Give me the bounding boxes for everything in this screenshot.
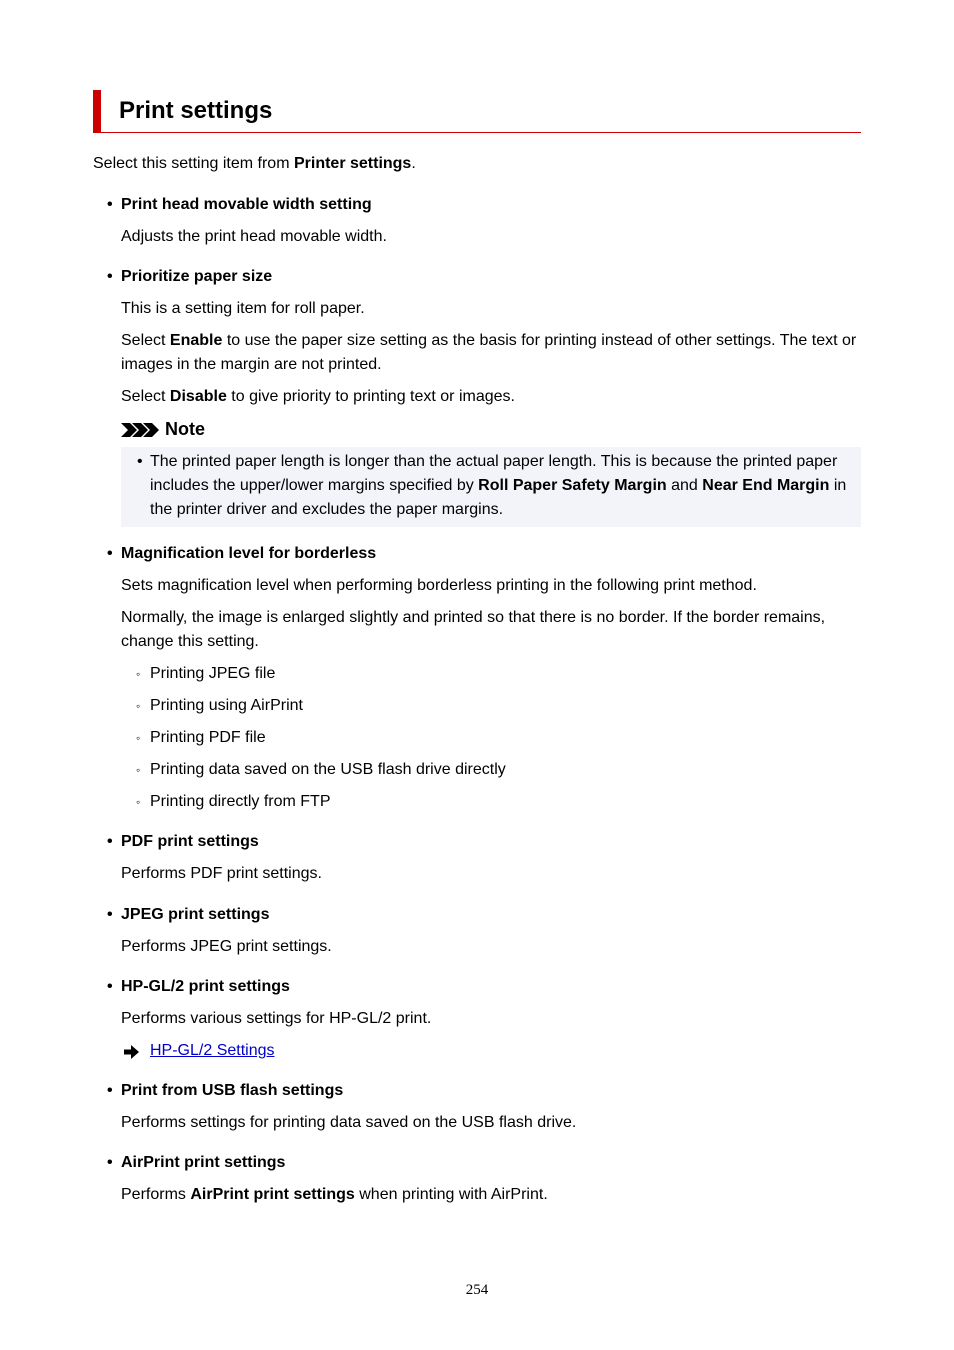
sub-bullet-ring: ◦	[136, 731, 141, 745]
sub-bullet-ring: ◦	[136, 667, 141, 681]
item-pdf-desc: Performs PDF print settings.	[121, 865, 322, 882]
item-prioritize-desc3: Select Disable to give priority to printing text or images.	[121, 388, 515, 405]
title-underline	[101, 132, 861, 133]
item-magnification-desc2-cont: change this setting.	[121, 633, 259, 650]
item-usb-desc: Performs settings for printing data saved on the USB flash drive.	[121, 1114, 577, 1131]
note-bullet-dot: •	[137, 453, 143, 470]
sub-bullet-ring: ◦	[136, 763, 141, 777]
bullet-dot: •	[107, 196, 113, 213]
bullet-dot: •	[107, 1154, 113, 1171]
note-line-2: includes the upper/lower margins specified by Roll Paper Safety Margin and Near End Margin in	[150, 477, 847, 494]
sub-bullet-ring: ◦	[136, 699, 141, 713]
item-airprint-desc: Performs AirPrint print settings when printing with AirPrint.	[121, 1186, 548, 1203]
bullet-dot: •	[107, 545, 113, 562]
item-prioritize-desc2: Select Enable to use the paper size setting as the basis for printing instead of other settings. The text or	[121, 332, 857, 349]
page-title: Print settings	[119, 97, 273, 124]
item-pdf-label: PDF print settings	[121, 833, 259, 850]
sub-bullet-ring: ◦	[136, 795, 141, 809]
item-magnification-label: Magnification level for borderless	[121, 545, 377, 562]
item-hpgl-label: HP-GL/2 print settings	[121, 978, 290, 995]
item-prioritize-desc2-cont: images in the margin are not printed.	[121, 356, 382, 373]
bullet-dot: •	[107, 906, 113, 923]
arrow-right-icon	[124, 1045, 140, 1059]
item-usb-label: Print from USB flash settings	[121, 1082, 344, 1099]
item-airprint-label: AirPrint print settings	[121, 1154, 286, 1171]
bullet-dot: •	[107, 833, 113, 850]
intro-text: Select this setting item from Printer settings.	[93, 155, 416, 172]
item-prioritize-desc1: This is a setting item for roll paper.	[121, 300, 365, 317]
method-item: Printing using AirPrint	[150, 697, 303, 714]
item-jpeg-label: JPEG print settings	[121, 906, 270, 923]
bullet-dot: •	[107, 1082, 113, 1099]
method-item: Printing JPEG file	[150, 665, 276, 682]
item-head-width-desc: Adjusts the print head movable width.	[121, 228, 387, 245]
method-item: Printing directly from FTP	[150, 793, 331, 810]
method-item: Printing data saved on the USB flash drive directly	[150, 761, 506, 778]
title-accent-bar	[93, 90, 101, 133]
item-jpeg-desc: Performs JPEG print settings.	[121, 938, 332, 955]
page-number: 254	[465, 1282, 489, 1298]
item-head-width-label: Print head movable width setting	[121, 196, 372, 213]
item-prioritize-label: Prioritize paper size	[121, 268, 273, 285]
note-heading: Note	[165, 419, 205, 439]
bullet-dot: •	[107, 268, 113, 285]
item-hpgl-desc: Performs various settings for HP-GL/2 print.	[121, 1010, 432, 1027]
method-item: Printing PDF file	[150, 729, 266, 746]
note-line-3: the printer driver and excludes the paper margins.	[150, 501, 504, 518]
hpgl-settings-link[interactable]: HP-GL/2 Settings	[150, 1042, 275, 1059]
bullet-dot: •	[107, 978, 113, 995]
item-magnification-desc1: Sets magnification level when performing borderless printing in the following print method.	[121, 577, 757, 594]
note-chevrons-icon	[121, 422, 161, 438]
item-magnification-desc2: Normally, the image is enlarged slightly and printed so that there is no border. If the border remains,	[121, 609, 826, 626]
note-line-1: The printed paper length is longer than the actual paper length. This is because the printed paper	[150, 453, 838, 470]
